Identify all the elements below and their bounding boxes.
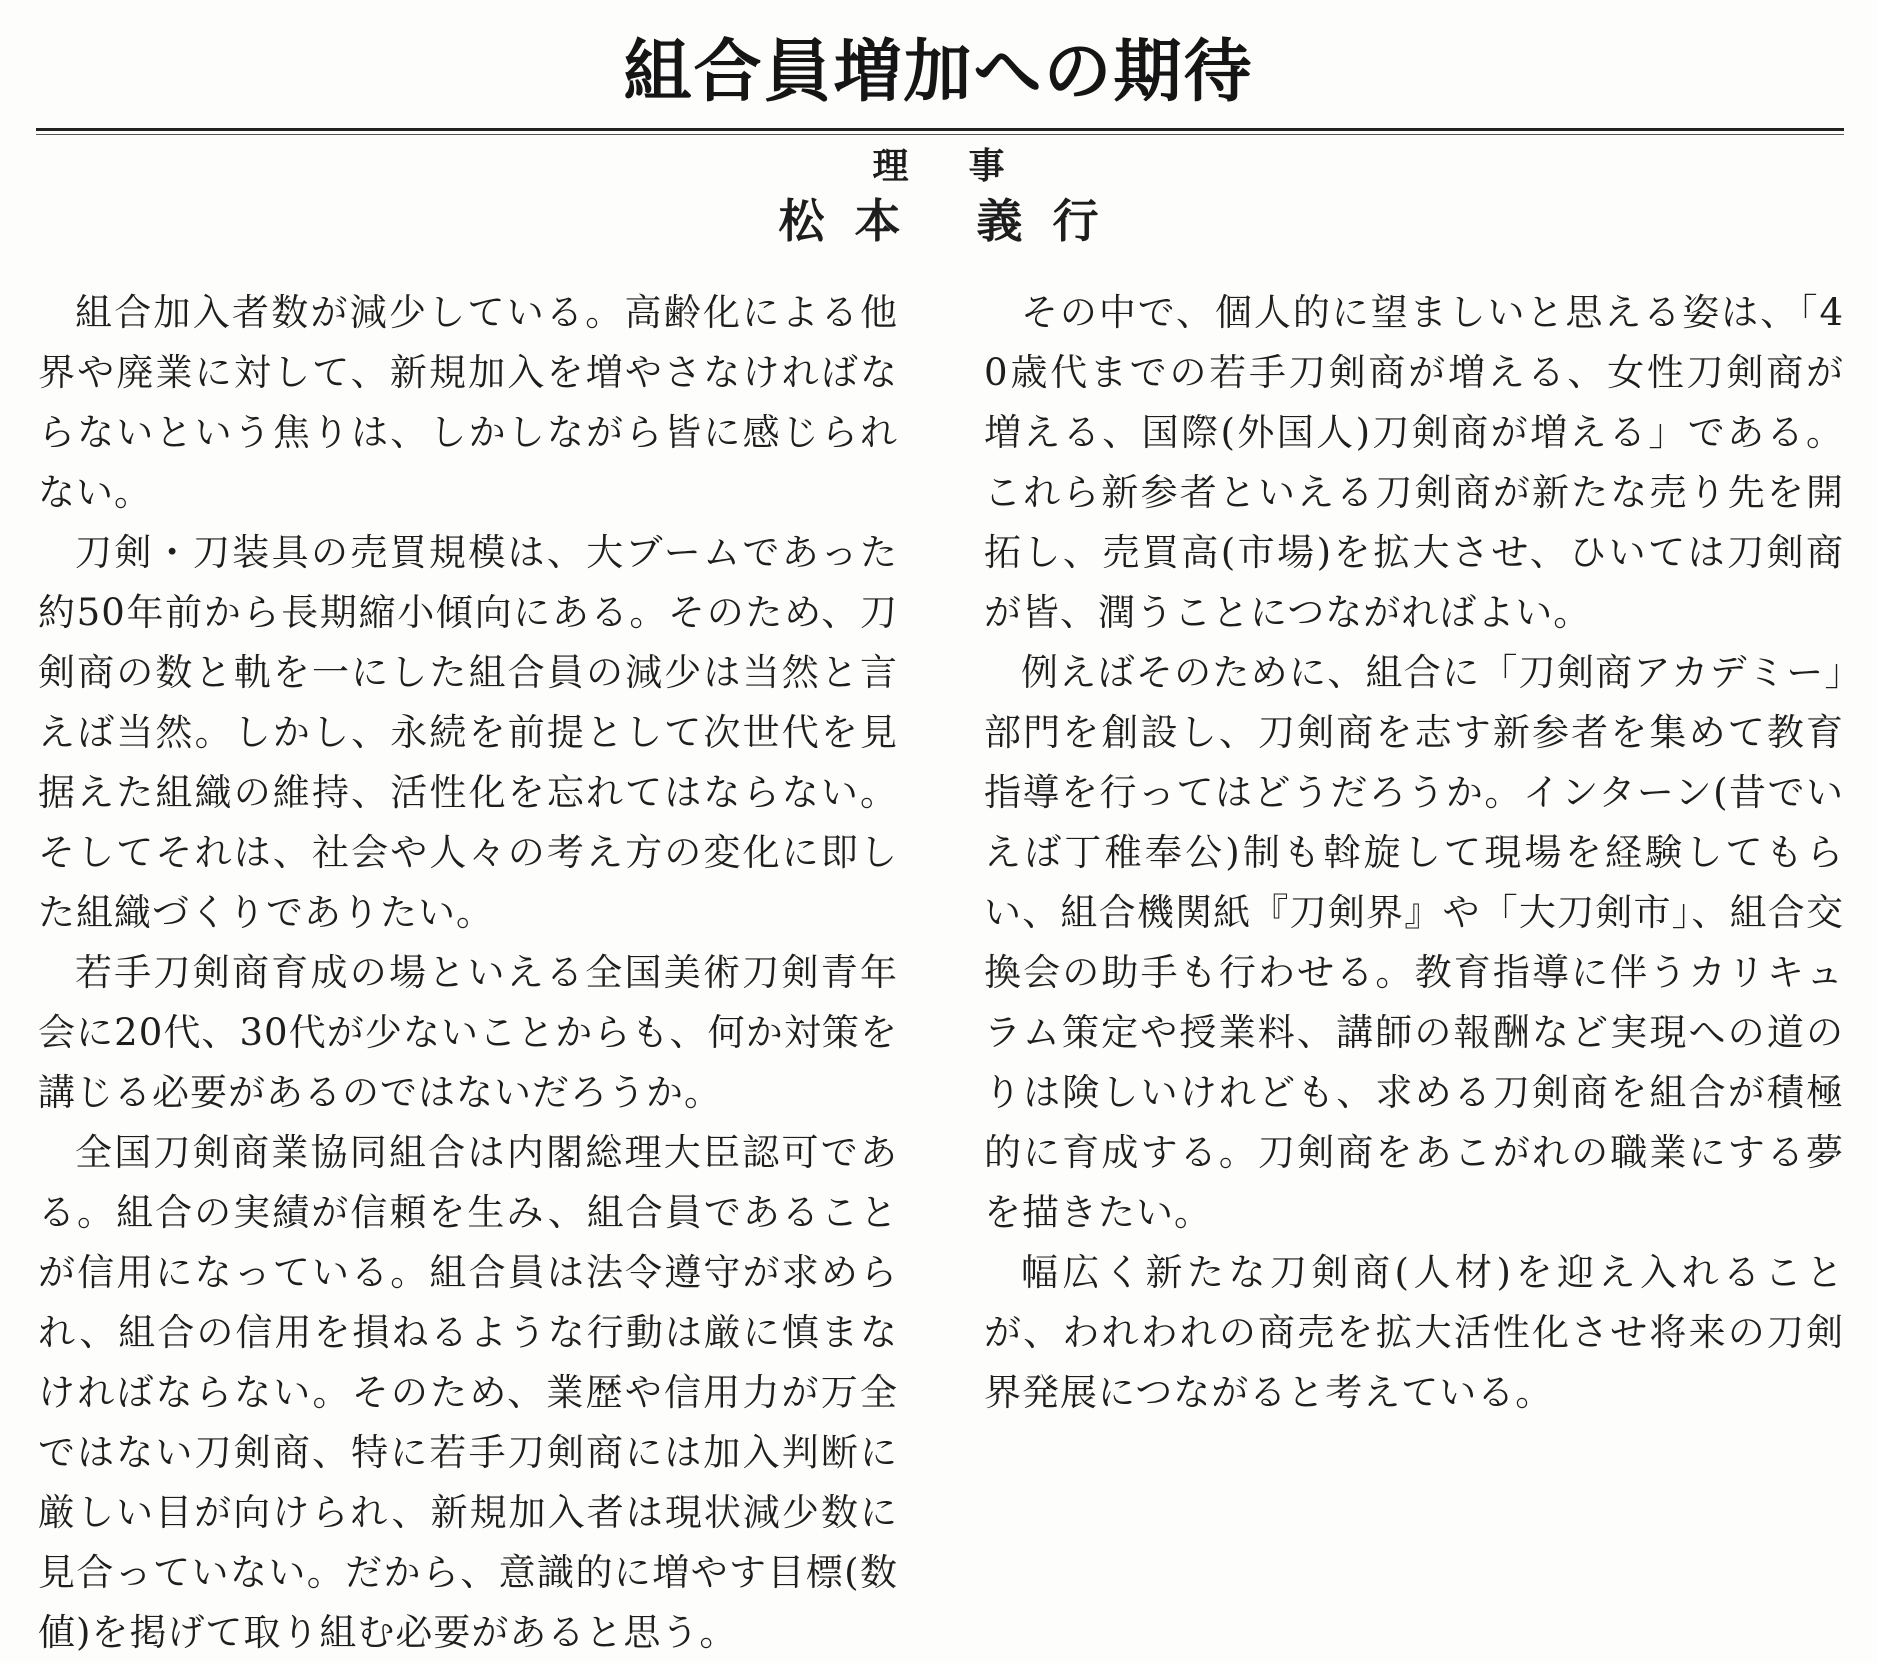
right-column: [984, 283, 1844, 1423]
paragraph: 幅広く新たな刀剣商(人材)を迎え入れることが、われわれの商売を拡大活性化させ将来の刀剣界発展につながると考えている。: [984, 1251, 1844, 1414]
author-name: 松本 義行: [778, 194, 1129, 248]
paragraph: 刀剣・刀装具の売買規模は、大ブームであった約50年前から長期縮小傾向にある。そのため、刀剣商の数と軌を一にした組合員の減少は当然と言えば当然。しかし、永続を前提として次世代を見据えた組織の維持、活性化を忘れてはならない。そしてそれは、社会や人々の考え方の変化に即した組織づくりでありたい。: [38, 531, 898, 934]
title-divider-thin: [36, 134, 1844, 135]
author-role: 理事: [872, 145, 1065, 187]
paragraph: その中で、個人的に望ましいと思える姿は、「40歳代までの若手刀剣商が増える、女性刀剣商が増える、国際(外国人)刀剣商が増える」である。これら新参者といえる刀剣商が新たな売り先を開拓し、売買高(市場)を拡大させ、ひいては刀剣商が皆、潤うことにつながればよい。: [984, 291, 1844, 634]
paragraph: 若手刀剣商育成の場といえる全国美術刀剣青年会に20代、30代が少ないことからも、何か対策を講じる必要があるのではないだろうか。: [38, 951, 898, 1114]
left-column: [38, 283, 898, 1663]
title-divider: [36, 128, 1844, 131]
paragraph: 例えばそのために、組合に「刀剣商アカデミー」部門を創設し、刀剣商を志す新参者を集めて教育指導を行ってはどうだろうか。インターン(昔でいえば丁稚奉公)制も斡旋して現場を経験してもらい、組合機関紙『刀剣界』や「大刀剣市」、組合交換会の助手も行わせる。教育指導に伴うカリキュラム策定や授業料、講師の報酬など実現への道のりは険しいけれども、求める刀剣商を組合が積極的に育成する。刀剣商をあこがれの職業にする夢を描きたい。: [984, 651, 1844, 1234]
article-title: 組合員増加への期待: [623, 32, 1254, 112]
paragraph: 組合加入者数が減少している。高齢化による他界や廃業に対して、新規加入を増やさなければならないという焦りは、しかしながら皆に感じられない。: [38, 291, 898, 514]
paragraph: 全国刀剣商業協同組合は内閣総理大臣認可である。組合の実績が信頼を生み、組合員であることが信用になっている。組合員は法令遵守が求められ、組合の信用を損ねるような行動は厳に慎まなければならない。そのため、業歴や信用力が万全ではない刀剣商、特に若手刀剣商には加入判断に厳しい目が向けられ、新規加入者は現状減少数に見合っていない。だから、意識的に増やす目標(数値)を掲げて取り組む必要があると思う。: [38, 1131, 898, 1654]
